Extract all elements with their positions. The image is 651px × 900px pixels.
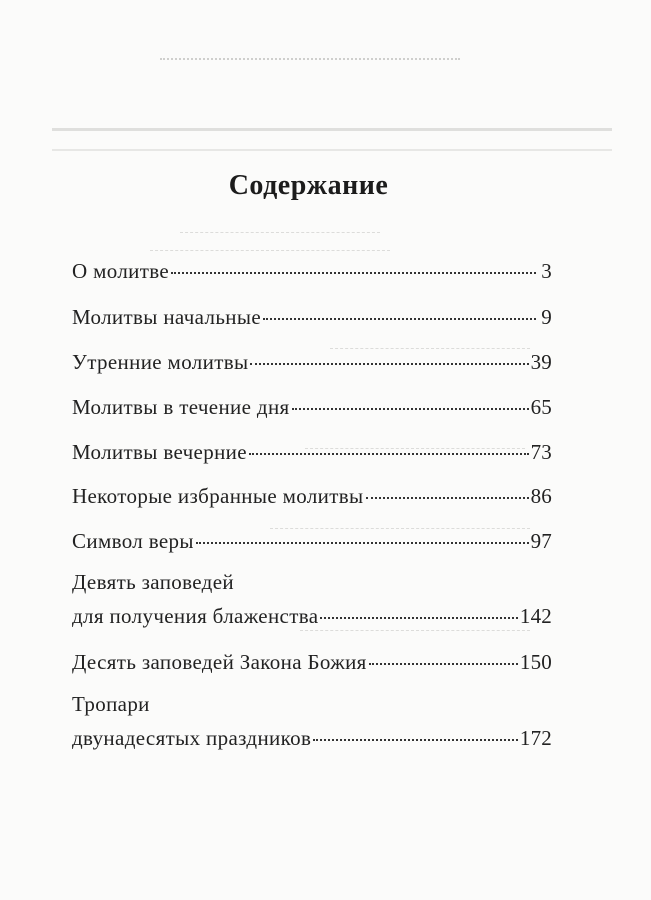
toc-entry-page: 142 bbox=[519, 604, 552, 628]
toc-entry-page: 9 bbox=[541, 305, 552, 329]
leader-dots bbox=[250, 363, 528, 365]
toc-entry-title-line1: Тропари bbox=[72, 692, 150, 716]
toc-entry-page: 3 bbox=[541, 259, 552, 283]
toc-entry-title: Молитвы в течение дня bbox=[72, 395, 290, 419]
toc-entry bbox=[72, 259, 552, 283]
toc-entry-title: Утренние молитвы bbox=[72, 350, 249, 374]
toc-entry bbox=[72, 395, 552, 419]
toc-entry-title: Молитвы вечерние bbox=[72, 440, 247, 464]
toc-entry-title: Символ веры bbox=[72, 529, 194, 553]
leader-dots bbox=[263, 318, 536, 320]
leader-dots bbox=[369, 663, 518, 665]
toc-entry-page: 73 bbox=[530, 440, 552, 464]
leader-dots bbox=[313, 739, 518, 741]
toc-entry-title: Молитвы начальные bbox=[72, 305, 262, 329]
toc-entry-page: 150 bbox=[519, 650, 552, 674]
toc-entry bbox=[72, 440, 552, 464]
toc-entry-title: О молитве bbox=[72, 259, 170, 283]
leader-dots bbox=[196, 542, 529, 544]
page-title: Содержание bbox=[228, 170, 389, 201]
toc-entry bbox=[72, 305, 552, 329]
toc-entry-title: Десять заповедей Закона Божия bbox=[72, 650, 367, 674]
toc-entry bbox=[72, 570, 552, 628]
toc-entry-title: Некоторые избранные молитвы bbox=[72, 484, 364, 508]
toc-entry bbox=[72, 350, 552, 374]
toc-entry-page: 97 bbox=[530, 529, 552, 553]
toc-entry-title-line1: Девять заповедей bbox=[72, 570, 234, 594]
leader-dots bbox=[320, 617, 517, 619]
leader-dots bbox=[249, 453, 529, 455]
leader-dots bbox=[366, 497, 529, 499]
leader-dots bbox=[292, 408, 529, 410]
toc-entry-page: 39 bbox=[530, 350, 552, 374]
toc-entry-title-line2: для получения блаженства bbox=[72, 604, 319, 628]
toc-entry-page: 86 bbox=[530, 484, 552, 508]
toc-entry-page: 172 bbox=[519, 726, 552, 750]
toc-entry bbox=[72, 692, 552, 750]
toc-entry bbox=[72, 650, 552, 674]
toc-entry bbox=[72, 529, 552, 553]
toc-entry-title-line2: двунадесятых праздников bbox=[72, 726, 312, 750]
toc-entry bbox=[72, 484, 552, 508]
toc-entry-page: 65 bbox=[530, 395, 552, 419]
leader-dots bbox=[171, 272, 536, 274]
